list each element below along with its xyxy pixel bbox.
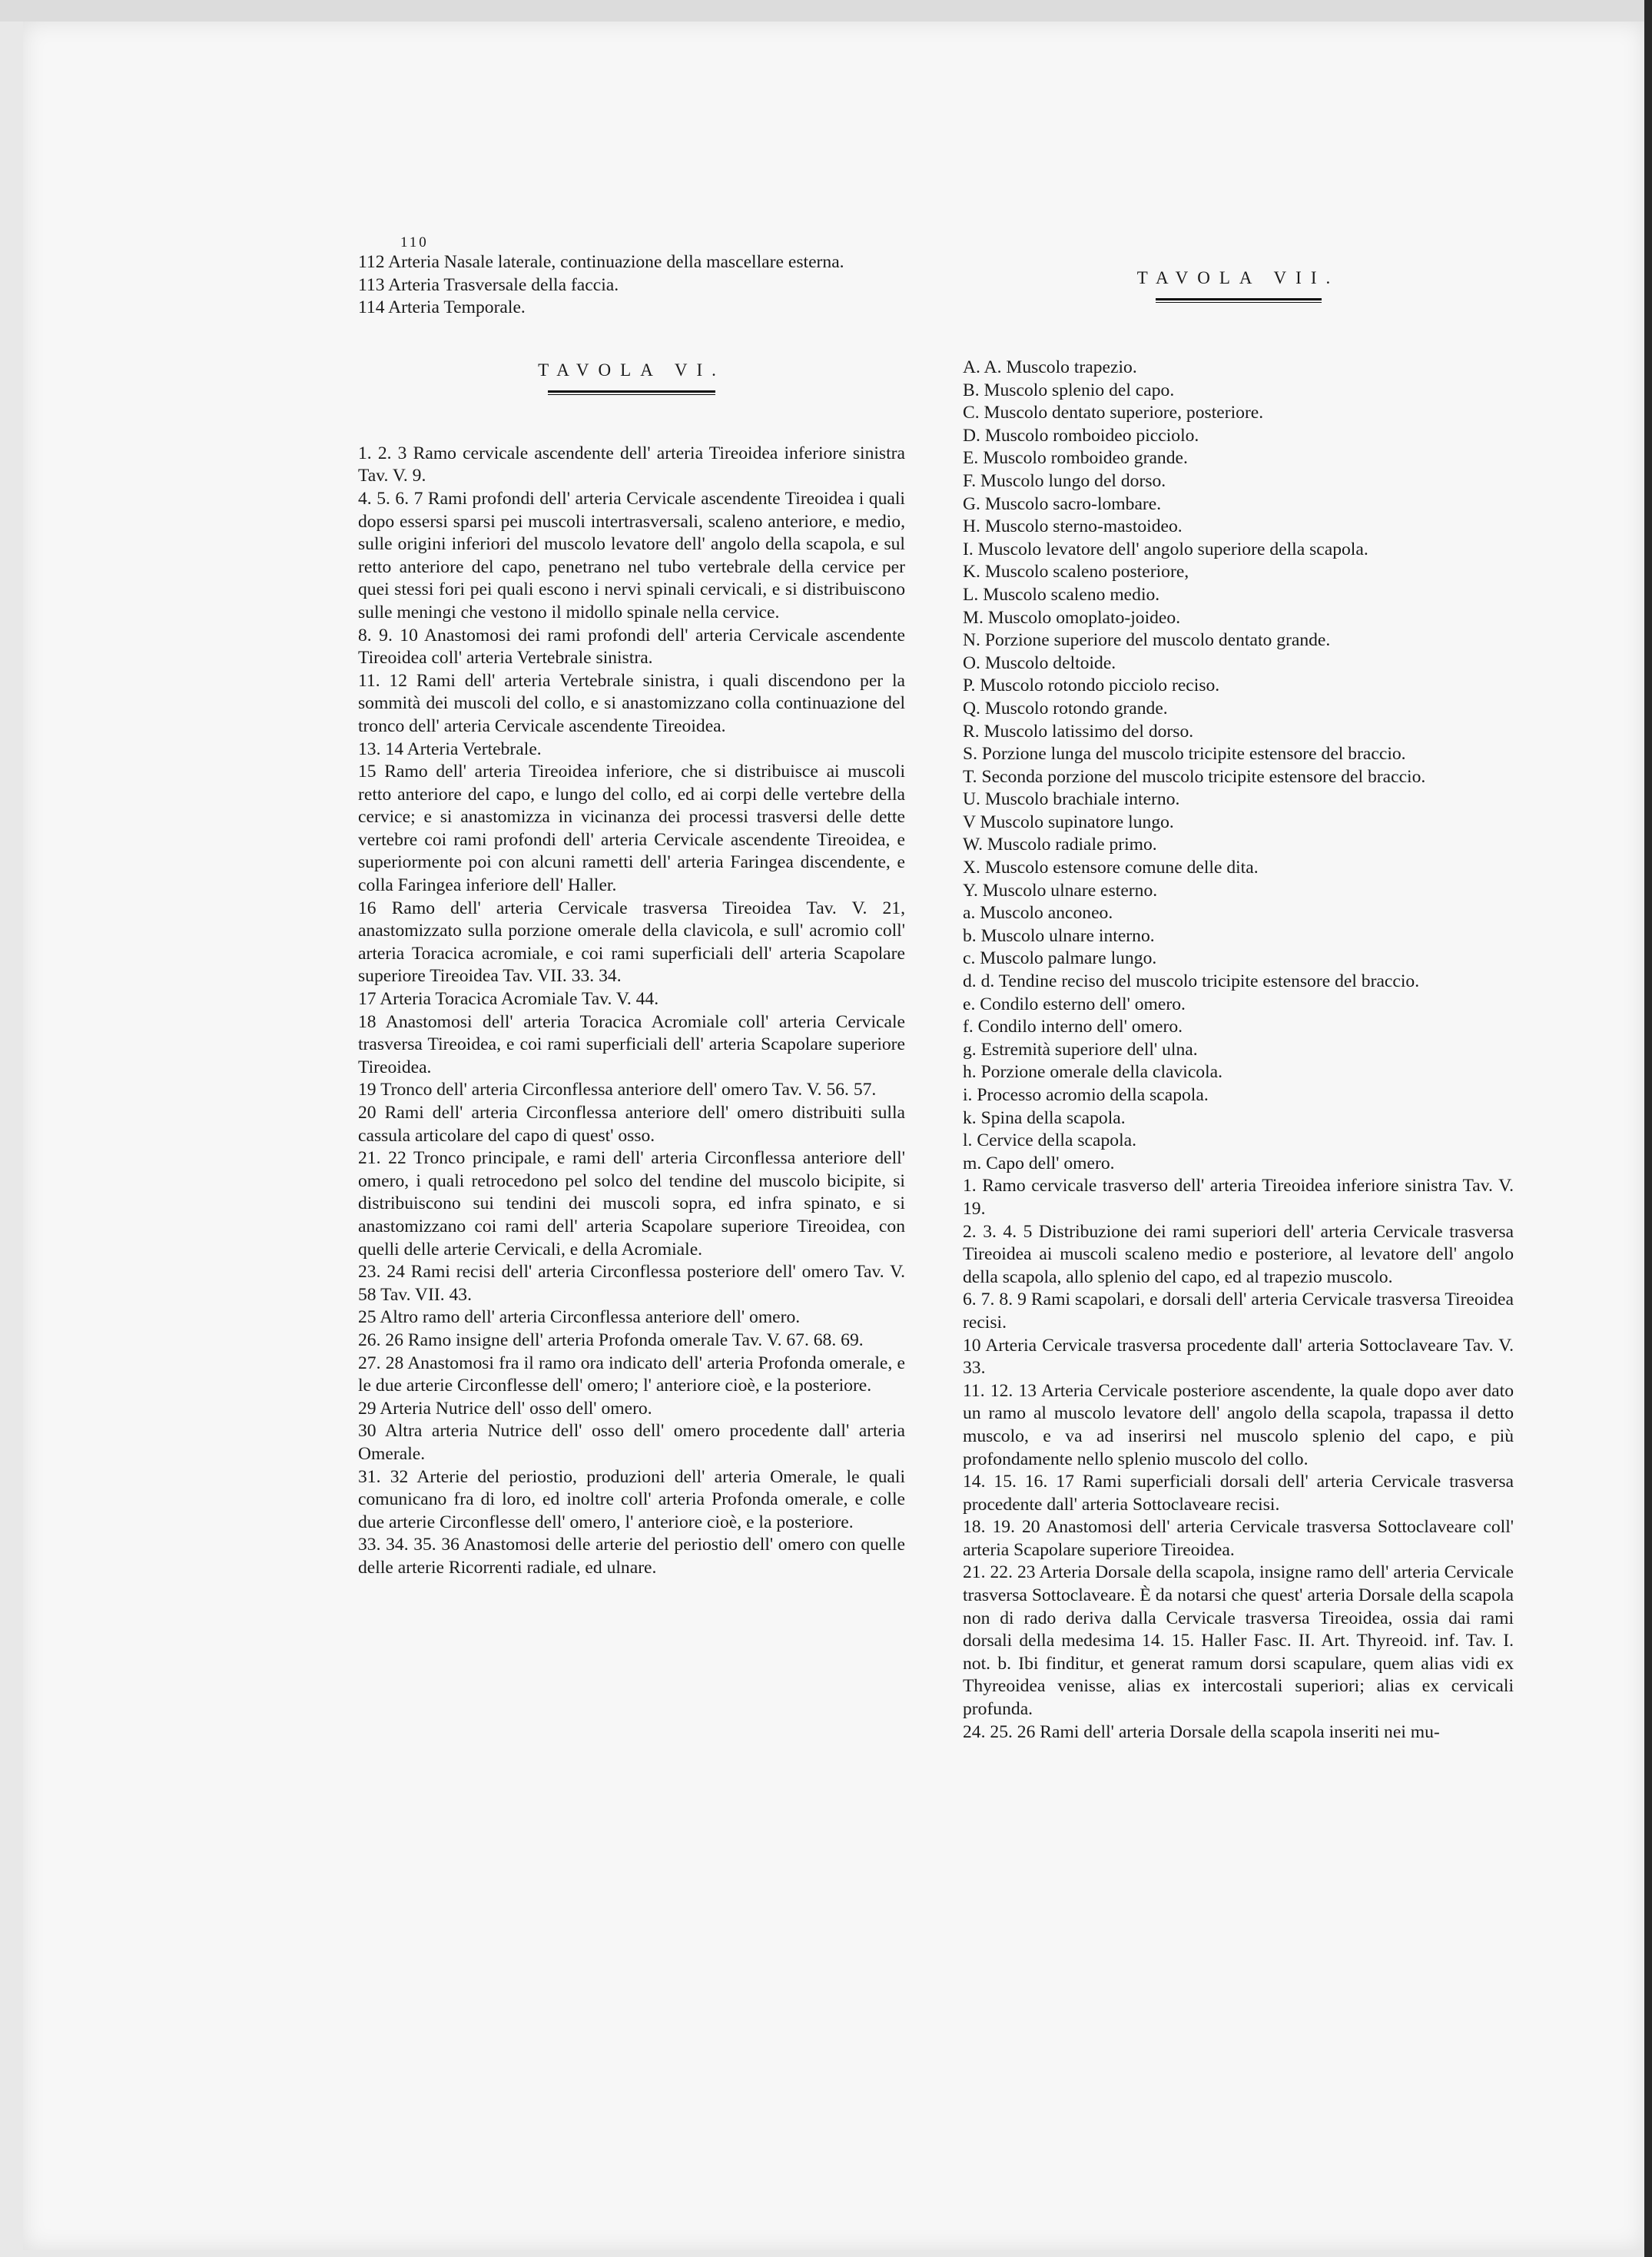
plate-vii-entry: T. Seconda porzione del muscolo tricipite estensore del braccio.	[963, 766, 1426, 787]
plate-vi-entry: 25 Altro ramo dell' arteria Circonflessa anteriore dell' omero.	[358, 1307, 801, 1328]
plate-vi-entry: 33. 34. 35. 36 Anastomosi delle arterie del periostio dell' omero con quelle delle arterie Ricorrenti radiale, ed ulnare.	[358, 1535, 905, 1578]
plate-vii-entry: B. Muscolo splenio del capo.	[963, 380, 1175, 400]
plate-vii-entry: i. Processo acromio della scapola.	[963, 1085, 1209, 1105]
plate-vii-entry: 1. Ramo cervicale trasverso dell' arteria Tireoidea inferiore sinistra Tav. V. 19.	[963, 1176, 1514, 1219]
scan-right-edge	[1644, 0, 1652, 2257]
plate-vi-entry: 8. 9. 10 Anastomosi dei rami profondi dell' arteria Cervicale ascendente Tireoidea coll' arteria Vertebrale sinistra.	[358, 625, 905, 669]
plate-vi-entry: 15 Ramo dell' arteria Tireoidea inferiore, che si distribuisce ai muscoli retto anteriore del capo, e lungo del collo, ed ai corpi delle vertebre della cervice; e si anastomizza in vicinanza dei processi trasversi delle dette vertebre coi rami profondi dell' arteria Cervicale ascendente Tireoidea, e superiormente poi con alcuni rametti dell' arteria Faringea discendente, e colla Faringea inferiore dell' Haller.	[358, 762, 905, 896]
plate-vii-entry: R. Muscolo latissimo del dorso.	[963, 721, 1194, 742]
plate-vi-title: TAVOLA VI.	[538, 360, 725, 380]
plate-vi-entry: 30 Altra arteria Nutrice dell' osso dell' omero procedente dall' arteria Omerale.	[358, 1421, 905, 1464]
plate-vi-entry: 27. 28 Anastomosi fra il ramo ora indicato dell' arteria Profonda omerale, e le due arterie Circonflesse dell' omero; l' anteriore cioè, e la posteriore.	[358, 1353, 905, 1396]
plate-vii-entry: 6. 7. 8. 9 Rami scapolari, e dorsali dell' arteria Cervicale trasversa Tireoidea recisi.	[963, 1289, 1514, 1333]
plate-vii-entry: a. Muscolo anconeo.	[963, 903, 1113, 924]
plate-vii-entry: Y. Muscolo ulnare esterno.	[963, 880, 1158, 901]
plate-vii-entry: V Muscolo supinatore lungo.	[963, 812, 1174, 832]
plate-vii-entry: 18. 19. 20 Anastomosi dell' arteria Cervicale trasversa Sottoclaveare coll' arteria Scapolare superiore Tireoidea.	[963, 1517, 1514, 1560]
plate-vii-entry: X. Muscolo estensore comune delle dita.	[963, 858, 1259, 878]
plate-vi-entry: 4. 5. 6. 7 Rami profondi dell' arteria Cervicale ascendente Tireoidea i quali dopo essersi sparsi pei muscoli intertrasversali, scaleno anteriore, e medio, sulle origini inferiori del muscolo levatore dell' angolo della scapola, e sul retto anteriore del capo, penetrano nel tubo vertebrale della cervice per quei stessi fori pei quali escono i nervi spinali cervicali, e si distribuiscono sulle meningi che vestono il midollo spinale nella cervice.	[358, 488, 905, 622]
plate-vii-entry: I. Muscolo levatore dell' angolo superiore della scapola.	[963, 539, 1368, 559]
plate-vii-entry: f. Condilo interno dell' omero.	[963, 1017, 1183, 1037]
plate-vii-entry: H. Muscolo sterno-mastoideo.	[963, 516, 1183, 537]
plate-vii-entry: d. d. Tendine reciso del muscolo tricipite estensore del braccio.	[963, 971, 1420, 992]
plate-vii-entry: k. Spina della scapola.	[963, 1107, 1126, 1128]
plate-vii-entry: U. Muscolo brachiale interno.	[963, 789, 1180, 810]
page-number: 110	[400, 234, 429, 251]
plate-vii-entry: h. Porzione omerale della clavicola.	[963, 1062, 1223, 1083]
plate-vi-entry: 16 Ramo dell' arteria Cervicale trasversa Tireoidea Tav. V. 21, anastomizzato sulla porzione omerale della clavicola, e sull' acromio coll' arteria Toracica acromiale, e coi rami superficiali dell' arteria Scapolare superiore Tireoidea Tav. VII. 33. 34.	[358, 898, 905, 987]
plate-vi-entry: 13. 14 Arteria Vertebrale.	[358, 739, 542, 759]
plate-vi-entry: 31. 32 Arterie del periostio, produzioni dell' arteria Omerale, le quali comunicano fra di loro, ed inoltre coll' arteria Profonda omerale, e colle due arterie Circonflesse dell' omero, l' anteriore cioè, e la posteriore.	[358, 1466, 905, 1532]
plate-vii-entry: F. Muscolo lungo del dorso.	[963, 470, 1166, 491]
plate-vii-entry: L. Muscolo scaleno medio.	[963, 584, 1160, 605]
plate-vii-title: TAVOLA VII.	[1136, 268, 1340, 287]
plate-vii-entry: P. Muscolo rotondo picciolo reciso.	[963, 675, 1220, 696]
plate-vii-entry: N. Porzione superiore del muscolo dentato grande.	[963, 630, 1331, 651]
plate-vii-entry: E. Muscolo romboideo grande.	[963, 448, 1188, 469]
prior-entry: 113 Arteria Trasversale della faccia.	[358, 274, 619, 295]
plate-vii-entry: 11. 12. 13 Arteria Cervicale posteriore ascendente, la quale dopo aver dato un ramo al muscolo levatore dell' angolo della scapola, trapassa il detto muscolo, e va ad inserirsi nel muscolo splenio del capo, e più profondamente nello splenio muscolo del collo.	[963, 1380, 1514, 1469]
plate-vi-entries	[358, 443, 905, 1580]
plate-vi-entry: 23. 24 Rami recisi dell' arteria Circonflessa posteriore dell' omero Tav. V. 58 Tav. VII. 43.	[358, 1262, 905, 1305]
plate-vi-entry: 26. 26 Ramo insigne dell' arteria Profonda omerale Tav. V. 67. 68. 69.	[358, 1329, 864, 1350]
plate-vii-entry: b. Muscolo ulnare interno.	[963, 925, 1155, 946]
plate-vii-entry: m. Capo dell' omero.	[963, 1153, 1115, 1173]
prior-entry: 114 Arteria Temporale.	[358, 297, 526, 318]
plate-vii-entry: e. Condilo esterno dell' omero.	[963, 994, 1186, 1014]
plate-vii-entry: C. Muscolo dentato superiore, posteriore.	[963, 403, 1264, 423]
plate-vii-entry: 14. 15. 16. 17 Rami superficiali dorsali dell' arteria Cervicale trasversa procedente dall' arteria Sottoclaveare recisi.	[963, 1472, 1514, 1515]
plate-vii-entry: A. A. Muscolo trapezio.	[963, 357, 1137, 377]
plate-vi-entry: 21. 22 Tronco principale, e rami dell' arteria Circonflessa anteriore dell' omero, i quali retrocedono pel solco del tendine del muscolo bicipite, si distribuiscono sui tendini dei muscoli sopra, ed infra spinato, e si anastomizzano coi rami dell' arteria Scapolare superiore Tireoidea, con quelli delle arterie Cervicali, e della Acromiale.	[358, 1148, 905, 1260]
prior-entries	[358, 251, 905, 320]
plate-vii-entry: O. Muscolo deltoide.	[963, 652, 1116, 673]
plate-vi-entry: 29 Arteria Nutrice dell' osso dell' omero.	[358, 1398, 652, 1419]
plate-vii-entry: l. Cervice della scapola.	[963, 1130, 1137, 1151]
plate-vi-entry: 1. 2. 3 Ramo cervicale ascendente dell' arteria Tireoidea inferiore sinistra Tav. V. 9.	[358, 443, 905, 486]
plate-vii-entries	[963, 357, 1514, 1744]
plate-vii-entry: D. Muscolo romboideo picciolo.	[963, 425, 1199, 446]
plate-vi-entry: 11. 12 Rami dell' arteria Vertebrale sinistra, i quali discendono per la sommità dei muscoli del collo, e si anastomizzano colla continuazione del tronco dell' arteria Cervicale ascendente Tireoidea.	[358, 670, 905, 736]
plate-vii-entry: 24. 25. 26 Rami dell' arteria Dorsale della scapola inseriti nei mu-	[963, 1721, 1440, 1742]
plate-vi-entry: 19 Tronco dell' arteria Circonflessa anteriore dell' omero Tav. V. 56. 57.	[358, 1080, 877, 1100]
plate-vii-entry: S. Porzione lunga del muscolo tricipite estensore del braccio.	[963, 744, 1406, 765]
plate-vii-entry: Q. Muscolo rotondo grande.	[963, 698, 1168, 719]
scan-top-edge	[0, 0, 1652, 22]
plate-vii-entry: W. Muscolo radiale primo.	[963, 835, 1157, 855]
plate-vi-entry: 17 Arteria Toracica Acromiale Tav. V. 44.	[358, 989, 659, 1010]
plate-vii-entry: M. Muscolo omoplato-joideo.	[963, 607, 1181, 628]
plate-vii-entry: g. Estremità superiore dell' ulna.	[963, 1039, 1198, 1060]
plate-vii-entry: 10 Arteria Cervicale trasversa procedente dall' arteria Sottoclaveare Tav. V. 33.	[963, 1335, 1514, 1379]
plate-vii-entry: K. Muscolo scaleno posteriore,	[963, 562, 1189, 583]
plate-vii-entry: G. Muscolo sacro-lombare.	[963, 493, 1162, 514]
left-column	[358, 234, 905, 1579]
prior-entry: 112 Arteria Nasale laterale, continuazione della mascellare esterna.	[358, 252, 844, 272]
plate-vii-entry: 2. 3. 4. 5 Distribuzione dei rami superiori dell' arteria Cervicale trasversa Tireoidea ai muscoli scaleno medio e posteriore, al levatore dell' angolo della scapola, allo splenio del capo, ed al trapezio muscolo.	[963, 1221, 1514, 1287]
plate-vii-entry: 21. 22. 23 Arteria Dorsale della scapola, insigne ramo dell' arteria Cervicale trasversa Sottoclaveare. È da notarsi che quest' arteria Dorsale della scapola non di rado deriva dalla Cervicale trasversa Tireoidea, ossia dai rami dorsali della medesima 14. 15. Haller Fasc. II. Art. Thyreoid. inf. Tav. I. not. b. Ibi finditur, et generat ramum dorsi scapulare, quem alias vidi ex Thyreoidea venisse, alias ex intercostali superiori; alias ex cervicali profunda.	[963, 1562, 1514, 1720]
plate-vi-entry: 18 Anastomosi dell' arteria Toracica Acromiale coll' arteria Cervicale trasversa Tireoidea, e coi rami superficiali dell' arteria Scapolare superiore Tireoidea.	[358, 1011, 905, 1077]
plate-vii-entry: c. Muscolo palmare lungo.	[963, 948, 1157, 969]
plate-vi-entry: 20 Rami dell' arteria Circonflessa anteriore dell' omero distribuiti sulla cassula articolare del capo di quest' osso.	[358, 1103, 905, 1146]
right-column	[963, 267, 1514, 1744]
